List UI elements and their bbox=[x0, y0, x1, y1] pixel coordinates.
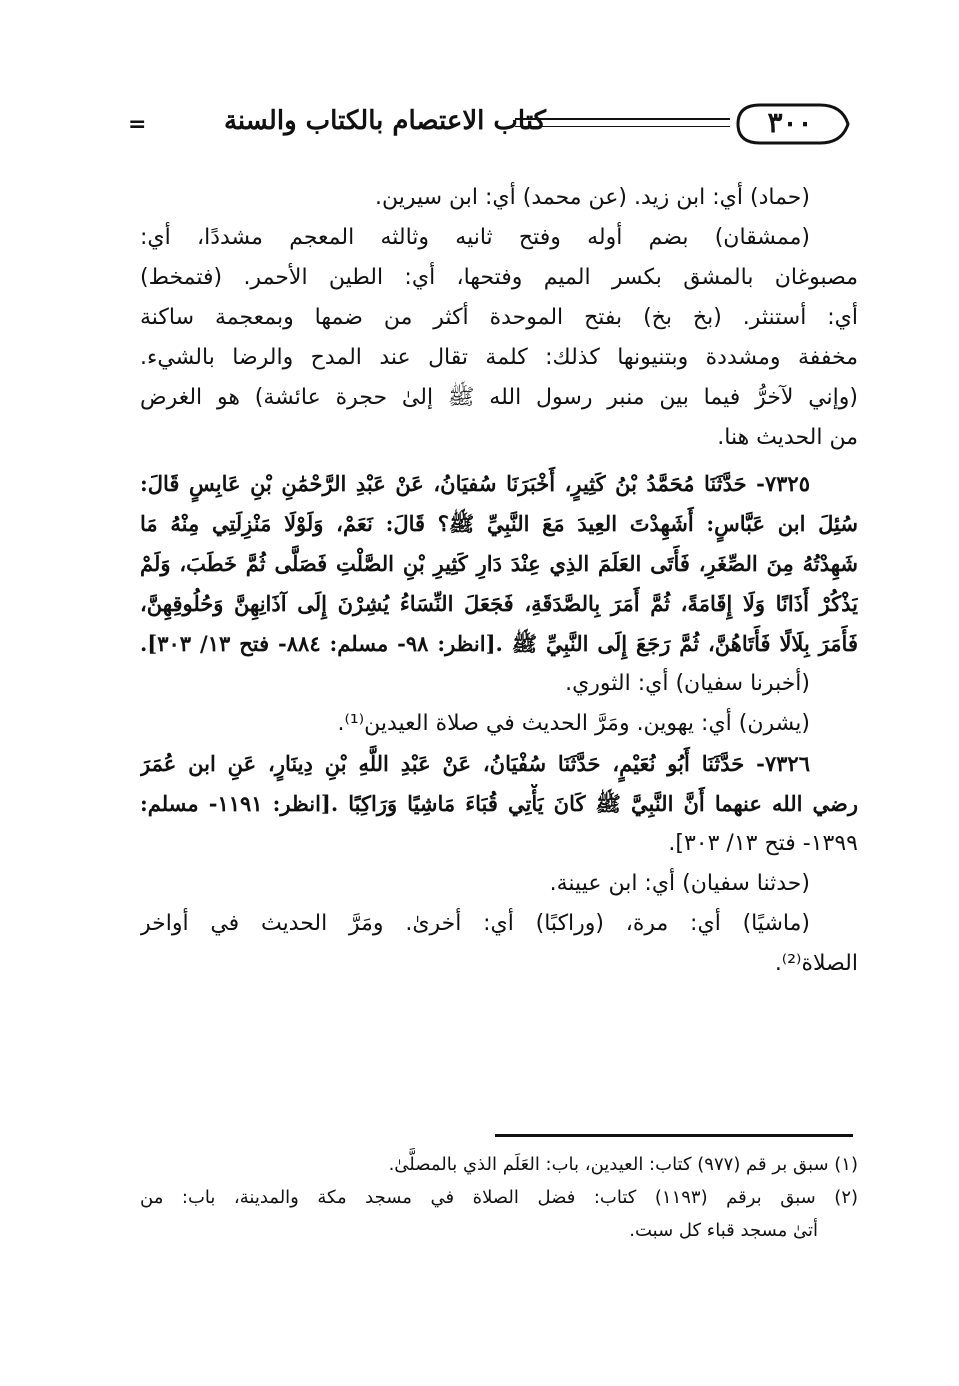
text-line: من الحديث هنا. bbox=[717, 425, 858, 450]
footnote: (٢) سبق برقم (١١٩٣) كتاب: فضل الصلاة في مسجد مكة والمدينة، باب: من bbox=[140, 1187, 858, 1208]
text-line: الصلاة⁽²⁾. bbox=[774, 951, 858, 976]
text-line: (وإني لآخرُّ فيما بين منبر رسول الله ﷺ إلىٰ حجرة عائشة) هو الغرض bbox=[140, 385, 858, 410]
footnote: (١) سبق بر قم (٩٧٧) كتاب: العيدين، باب: العَلَم الذي بالمصلَّىٰ. bbox=[388, 1154, 858, 1175]
footnote-separator bbox=[495, 1134, 853, 1137]
hadith-line: سُئِلَ ابن عَبَّاسٍ: أَشَهِدْتَ العِيدَ مَعَ النَّبِيِّ ﷺ؟ قَالَ: نَعَمْ، وَلَوْلَا مَنْزِلَتِي مِنْهُ مَا bbox=[140, 511, 858, 536]
page-number: ٣٠٠ bbox=[767, 106, 813, 139]
header-marker: = bbox=[128, 112, 147, 137]
main-text bbox=[140, 178, 858, 984]
hadith-line: رضي الله عنهما أَنَّ النَّبِيَّ ﷺ كَانَ يَأْتِي قُبَاءَ مَاشِيًا وَرَاكِبًا .[انظر: ١١٩١- مسلم: bbox=[140, 791, 858, 816]
running-header bbox=[120, 100, 850, 150]
text-line: (يشرن) أي: يهوين. ومَرَّ الحديث في صلاة العيدين⁽¹⁾. bbox=[337, 711, 810, 736]
footnote: أتىٰ مسجد قباء كل سبت. bbox=[629, 1220, 818, 1241]
text-line: (حدثنا سفيان) أي: ابن عيينة. bbox=[549, 871, 810, 896]
text-line: (أخبرنا سفيان) أي: الثوري. bbox=[565, 671, 810, 696]
header-rule bbox=[515, 118, 730, 120]
text-line: (ماشيًا) أي: مرة، (وراكبًا) أي: أخرىٰ. ومَرَّ الحديث في أواخر bbox=[140, 911, 810, 936]
text-line: مصبوغان بالمشق بكسر الميم وفتحها، أي: الطين الأحمر. (فتمخط) bbox=[140, 265, 858, 290]
header-title: كتاب الاعتصام بالكتاب والسنة bbox=[223, 106, 547, 136]
text-line: (ممشقان) بضم أوله وفتح ثانيه وثالثه المعجم مشددًا، أي: bbox=[140, 225, 810, 250]
text-line: مخففة ومشددة وبتنيونها كذلك: كلمة تقال عند المدح والرضا بالشيء. bbox=[140, 345, 858, 370]
footnotes bbox=[140, 1148, 858, 1247]
hadith-line: يَذْكُرْ أَذَانًا وَلَا إِقَامَةً، ثُمَّ أَمَرَ بِالصَّدَقَةِ، فَجَعَلَ النِّسَاءُ يُشِرْنَ إِلَى آذَانِهِنَّ وَحُلُوقِهِنَّ، bbox=[140, 591, 858, 616]
hadith-line: فَأَمَرَ بِلَالًا فَأَتَاهُنَّ، ثُمَّ رَجَعَ إِلَى النَّبِيِّ ﷺ .[انظر: ٩٨- مسلم: ٨٨٤- فتح ١٣/ ٣٠٣]. bbox=[140, 631, 858, 656]
hadith-line: ٧٣٢٥- حَدَّثَنَا مُحَمَّدُ بْنُ كَثِيرٍ، أَخْبَرَنَا سُفيَانُ، عَنْ عَبْدِ الرَّحْمَٰنِ بْنِ عَابِسٍ قَالَ: bbox=[140, 471, 810, 496]
page-number-frame bbox=[730, 102, 850, 142]
text-line: أي: أستنثر. (بخ بخ) بفتح الموحدة أكثر من ضمها وبمعجمة ساكنة bbox=[140, 305, 858, 330]
hadith-line: شَهِدْتُهُ مِنَ الصِّغَرِ، فَأَتَى العَلَمَ الذِي عِنْدَ دَارِ كَثِيرِ بْنِ الصَّلْتِ فَصَلَّى ثُمَّ خَطَبَ، وَلَمْ bbox=[140, 551, 858, 576]
hadith-line: ٧٣٢٦- حَدَّثَنَا أَبُو نُعَيْمٍ، حَدَّثَنَا سُفْيَانُ، عَنْ عَبْدِ اللَّهِ بْنِ دِينَارٍ، عَنِ ابن عُمَرَ bbox=[140, 751, 810, 776]
header-rule bbox=[515, 126, 730, 127]
text-line: (حماد) أي: ابن زيد. (عن محمد) أي: ابن سيرين. bbox=[374, 185, 810, 210]
text-line: ١٣٩٩- فتح ١٣/ ٣٠٣]. bbox=[668, 831, 858, 856]
